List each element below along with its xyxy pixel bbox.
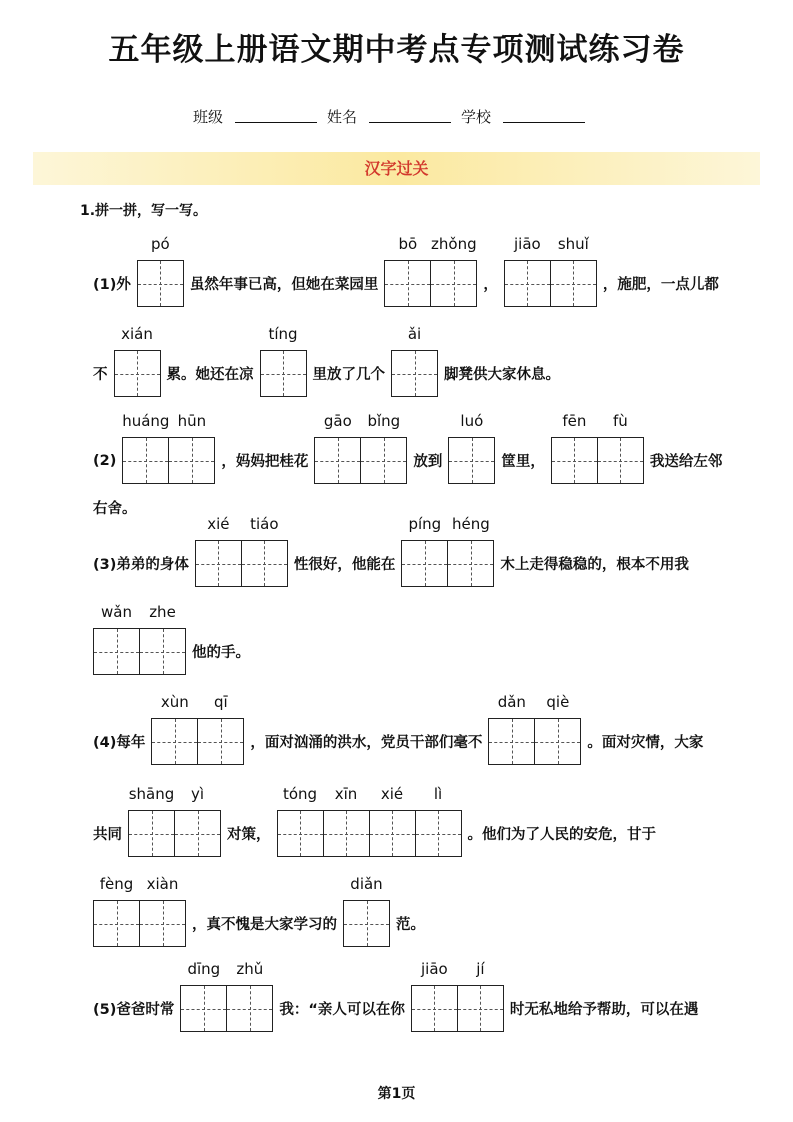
- pinyin-label: héng: [451, 515, 490, 533]
- school-label: 学校: [461, 108, 492, 126]
- pinyin-label: tiáo: [250, 515, 279, 533]
- pinyin-label: fù: [612, 412, 628, 430]
- tianzige-cell[interactable]: [128, 785, 175, 856]
- sentence-text: 我送给左邻: [649, 454, 723, 470]
- sentence-text: 范。: [396, 917, 425, 933]
- sentence-text: 筐里，: [501, 454, 545, 470]
- writing-grid: [137, 235, 184, 307]
- pinyin-label: píng: [408, 515, 442, 533]
- tianzige-cell[interactable]: [458, 960, 503, 1031]
- sentence-text: 木上走得稳稳的，根本不用我: [500, 557, 689, 573]
- pinyin-label: jí: [476, 960, 485, 978]
- writing-grid: [391, 325, 438, 397]
- pinyin-label: qiè: [546, 693, 570, 711]
- tianzige-cell[interactable]: [551, 235, 596, 306]
- pinyin-label: xiàn: [146, 875, 179, 893]
- tianzige-cell[interactable]: [138, 235, 183, 306]
- tianzige-cell[interactable]: [370, 785, 416, 856]
- pinyin-label: xián: [121, 325, 153, 343]
- tianzige-cell[interactable]: [412, 960, 458, 1031]
- tianzige-cell[interactable]: [140, 875, 185, 946]
- tianzige-cell[interactable]: [152, 693, 198, 764]
- writing-grid: [151, 693, 244, 765]
- sentence-text: 我：“亲人可以在你: [279, 1002, 405, 1018]
- pinyin-label: gāo: [323, 412, 352, 430]
- writing-grid: [488, 693, 581, 765]
- pinyin-label: ǎi: [407, 325, 422, 343]
- pinyin-label: tóng: [282, 785, 318, 803]
- sentence-text: 不: [93, 367, 108, 383]
- pinyin-label: bō: [398, 235, 418, 253]
- pinyin-label: yì: [190, 785, 205, 803]
- tianzige-cell[interactable]: [122, 412, 170, 483]
- writing-grid: [195, 515, 288, 587]
- writing-grid: [122, 412, 215, 484]
- writing-grid: [128, 785, 221, 857]
- school-blank[interactable]: [503, 106, 585, 123]
- pinyin-label: pó: [150, 235, 170, 253]
- pinyin-label: fèng: [99, 875, 134, 893]
- pinyin-label: dīng: [187, 960, 221, 978]
- tianzige-cell[interactable]: [402, 515, 448, 586]
- pinyin-label: lì: [433, 785, 443, 803]
- tianzige-cell[interactable]: [535, 693, 580, 764]
- sentence-line: [93, 412, 728, 484]
- tianzige-cell[interactable]: [140, 603, 185, 674]
- tianzige-cell[interactable]: [94, 875, 140, 946]
- pinyin-label: zhǔ: [236, 960, 264, 978]
- pinyin-label: xùn: [160, 693, 189, 711]
- sentence-line: [93, 603, 256, 675]
- tianzige-cell[interactable]: [181, 960, 227, 1031]
- pinyin-label: xié: [380, 785, 404, 803]
- tianzige-cell[interactable]: [278, 785, 324, 856]
- writing-grid: [114, 325, 161, 397]
- tianzige-cell[interactable]: [324, 785, 370, 856]
- pinyin-label: qī: [213, 693, 228, 711]
- writing-grid: [504, 235, 597, 307]
- tianzige-cell[interactable]: [552, 412, 598, 483]
- page-number: 第1页: [377, 1086, 416, 1102]
- sentence-text: ，施肥，一点儿都: [602, 277, 719, 293]
- sentence-text: 。他们为了人民的安危，甘于: [467, 827, 656, 843]
- writing-grid: [93, 603, 186, 675]
- pinyin-label: jiāo: [513, 235, 541, 253]
- pinyin-label: bǐng: [367, 412, 401, 430]
- sentence-text: (4)每年: [93, 735, 146, 751]
- tianzige-cell[interactable]: [598, 412, 643, 483]
- pinyin-label: diǎn: [350, 875, 383, 893]
- tianzige-cell[interactable]: [94, 603, 140, 674]
- pinyin-label: huáng: [122, 412, 170, 430]
- name-blank[interactable]: [369, 106, 451, 123]
- sentence-line: [93, 875, 431, 947]
- sentence-text: 脚凳供大家休息。: [444, 367, 560, 383]
- sentence-text: 里放了几个: [312, 367, 385, 383]
- pinyin-label: xīn: [334, 785, 358, 803]
- writing-grid: [277, 785, 462, 857]
- sentence-text: 性很好，他能在: [293, 557, 396, 573]
- sentence-text: ，: [483, 277, 498, 293]
- sentence-text: ，面对汹涌的洪水，党员干部们毫不: [250, 735, 483, 751]
- writing-grid: [180, 960, 273, 1032]
- pinyin-label: fēn: [562, 412, 587, 430]
- writing-grid: [93, 875, 186, 947]
- student-info: [193, 106, 585, 127]
- tianzige-cell[interactable]: [169, 412, 214, 483]
- tianzige-cell[interactable]: [196, 515, 242, 586]
- tianzige-cell[interactable]: [449, 412, 494, 483]
- pinyin-label: hūn: [177, 412, 207, 430]
- tianzige-cell[interactable]: [242, 515, 287, 586]
- sentence-text: 虽然年事已高，但她在菜园里: [189, 277, 379, 293]
- page-title: 五年级上册语文期中考点专项测试练习卷: [108, 32, 685, 68]
- pinyin-label: xié: [207, 515, 230, 533]
- tianzige-cell[interactable]: [448, 515, 493, 586]
- tianzige-cell[interactable]: [175, 785, 220, 856]
- tianzige-cell[interactable]: [361, 412, 406, 483]
- writing-grid: [411, 960, 504, 1032]
- sentence-text: (3)弟弟的身体: [93, 557, 189, 573]
- pinyin-label: zhe: [149, 603, 176, 621]
- pinyin-label: jiāo: [421, 960, 448, 978]
- tianzige-cell[interactable]: [227, 960, 272, 1031]
- sentence-text: 放到: [413, 454, 443, 470]
- sentence-text: ，真不愧是大家学习的: [192, 917, 337, 933]
- sentence-line: [93, 515, 695, 587]
- tianzige-cell[interactable]: [392, 325, 437, 396]
- pinyin-label: shuǐ: [557, 235, 589, 253]
- writing-grid: [343, 875, 390, 947]
- sentence-line: [93, 960, 704, 1032]
- sentence-text: 累。她还在凉: [166, 367, 254, 383]
- sentence-text: (5)爸爸时常: [93, 1002, 175, 1018]
- pinyin-label: luó: [460, 412, 484, 430]
- question-heading: 1.拼一拼，写一写。: [80, 203, 208, 219]
- name-label: 姓名: [327, 108, 358, 126]
- sentence-text: 他的手。: [192, 645, 250, 661]
- sentence-line: [93, 693, 709, 765]
- tianzige-cell[interactable]: [416, 785, 461, 856]
- tianzige-cell[interactable]: [315, 412, 361, 483]
- tianzige-cell[interactable]: [261, 325, 306, 396]
- pinyin-label: zhǒng: [431, 235, 477, 253]
- sentence-text: (1)外: [93, 277, 131, 293]
- tianzige-cell[interactable]: [489, 693, 535, 764]
- tianzige-cell[interactable]: [115, 325, 160, 396]
- sentence-text: 对策，: [227, 827, 271, 843]
- section-banner: 汉字过关: [33, 152, 760, 185]
- sentence-text: 时无私地给予帮助，可以在遇: [509, 1002, 699, 1018]
- sentence-text: 。面对灾情，大家: [587, 735, 704, 751]
- tianzige-cell[interactable]: [198, 693, 243, 764]
- writing-grid: [551, 412, 644, 484]
- writing-grid: [260, 325, 307, 397]
- tianzige-cell[interactable]: [385, 235, 431, 306]
- writing-grid: [384, 235, 477, 307]
- tianzige-cell[interactable]: [344, 875, 389, 946]
- class-label: 班级: [193, 108, 224, 126]
- pinyin-label: dǎn: [497, 693, 526, 711]
- sentence-text: 共同: [93, 827, 122, 843]
- sentence-line: [93, 497, 143, 518]
- sentence-line: [93, 235, 725, 307]
- sentence-text: ，妈妈把桂花: [221, 454, 309, 470]
- tianzige-cell[interactable]: [431, 235, 477, 306]
- writing-grid: [448, 412, 495, 484]
- pinyin-label: tíng: [268, 325, 298, 343]
- pinyin-label: wǎn: [101, 603, 132, 621]
- pinyin-label: shāng: [128, 785, 175, 803]
- sentence-line: [93, 785, 662, 857]
- sentence-text: (2): [93, 452, 117, 469]
- sentence-text: 右舍。: [93, 501, 137, 517]
- class-blank[interactable]: [235, 106, 317, 123]
- sentence-line: [93, 325, 566, 397]
- tianzige-cell[interactable]: [505, 235, 551, 306]
- writing-grid: [401, 515, 494, 587]
- writing-grid: [314, 412, 407, 484]
